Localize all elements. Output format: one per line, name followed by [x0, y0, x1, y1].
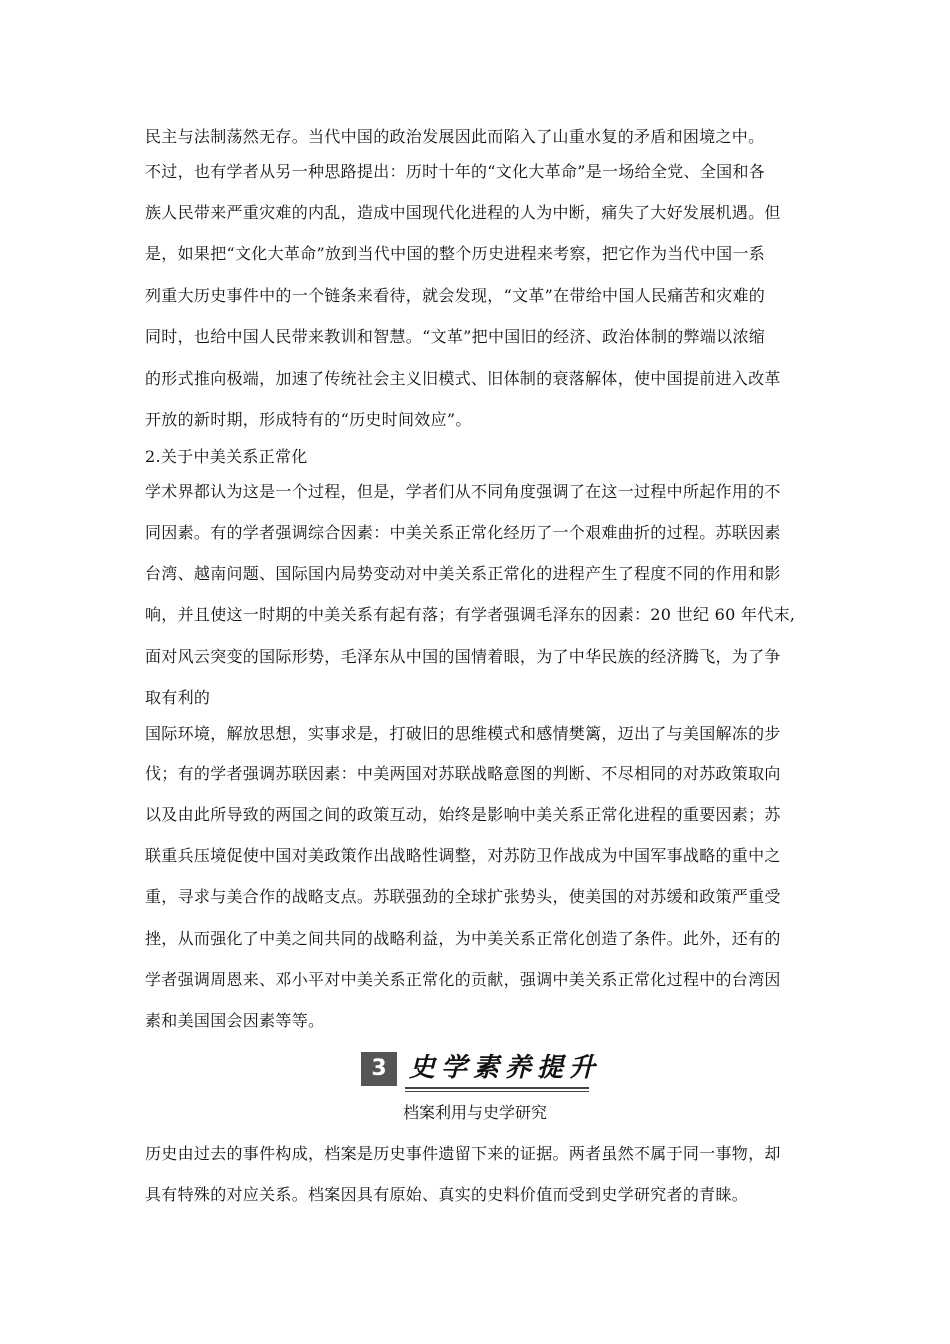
paragraph-line: 取有利的 [145, 688, 211, 707]
paragraph-line: 历史由过去的事件构成，档案是历史事件遗留下来的证据。两者虽然不属于同一事物，却 [145, 1144, 781, 1163]
section-number-badge: 3 [361, 1052, 397, 1086]
paragraph-line: 响，并且使这一时期的中美关系有起有落；有学者强调毛泽东的因素：20 世纪 60 年代末, [145, 605, 796, 624]
paragraph-line: 国际环境，解放思想，实事求是，打破旧的思维模式和感情樊篱，迈出了与美国解冻的步 [145, 724, 781, 743]
section-underline [405, 1087, 589, 1089]
paragraph-line: 台湾、越南问题、国际国内局势变动对中美关系正常化的进程产生了程度不同的作用和影 [145, 564, 781, 583]
paragraph-line: 面对风云突变的国际形势，毛泽东从中国的国情着眼，为了中华民族的经济腾飞，为了争 [145, 647, 781, 666]
paragraph-line: 民主与法制荡然无存。当代中国的政治发展因此而陷入了山重水复的矛盾和困境之中。 [145, 127, 765, 146]
paragraph-line: 学术界都认为这是一个过程，但是，学者们从不同角度强调了在这一过程中所起作用的不 [145, 482, 781, 501]
section-underline [405, 1091, 589, 1092]
paragraph-line: 学者强调周恩来、邓小平对中美关系正常化的贡献，强调中美关系正常化过程中的台湾因 [145, 970, 781, 989]
paragraph-line: 挫，从而强化了中美之间共同的战略利益，为中美关系正常化创造了条件。此外，还有的 [145, 929, 781, 948]
paragraph-line: 的形式推向极端，加速了传统社会主义旧模式、旧体制的衰落解体，使中国提前进入改革 [145, 369, 781, 388]
section-title: 史学素养提升 [409, 1053, 602, 1083]
section-subtitle: 档案利用与史学研究 [402, 1103, 547, 1122]
paragraph-line: 是，如果把“文化大革命”放到当代中国的整个历史进程来考察，把它作为当代中国一系 [145, 244, 766, 263]
paragraph-line: 同时，也给中国人民带来教训和智慧。“文革”把中国旧的经济、政治体制的弊端以浓缩 [145, 327, 766, 346]
paragraph-line: 开放的新时期，形成特有的“历史时间效应”。 [145, 410, 472, 429]
paragraph-line: 以及由此所导致的两国之间的政策互动，始终是影响中美关系正常化进程的重要因素；苏 [145, 805, 781, 824]
section-heading-2: 2.关于中美关系正常化 [145, 447, 308, 466]
paragraph-line: 重，寻求与美合作的战略支点。苏联强劲的全球扩张势头，使美国的对苏缓和政策严重受 [145, 887, 781, 906]
section-header [361, 1051, 602, 1087]
paragraph-line: 伐；有的学者强调苏联因素：中美两国对苏联战略意图的判断、不尽相同的对苏政策取向 [145, 764, 781, 783]
paragraph-line: 列重大历史事件中的一个链条来看待，就会发现，“文革”在带给中国人民痛苦和灾难的 [145, 286, 766, 305]
paragraph-line: 不过，也有学者从另一种思路提出：历时十年的“文化大革命”是一场给全党、全国和各 [145, 162, 766, 181]
paragraph-line: 素和美国国会因素等等。 [145, 1011, 325, 1030]
paragraph-line: 族人民带来严重灾难的内乱，造成中国现代化进程的人为中断，痛失了大好发展机遇。但 [145, 203, 781, 222]
paragraph-line: 同因素。有的学者强调综合因素：中美关系正常化经历了一个艰难曲折的过程。苏联因素 [145, 523, 781, 542]
paragraph-line: 具有特殊的对应关系。档案因具有原始、真实的史料价值而受到史学研究者的青睐。 [145, 1185, 749, 1204]
paragraph-line: 联重兵压境促使中国对美政策作出战略性调整，对苏防卫作战成为中国军事战略的重中之 [145, 846, 781, 865]
